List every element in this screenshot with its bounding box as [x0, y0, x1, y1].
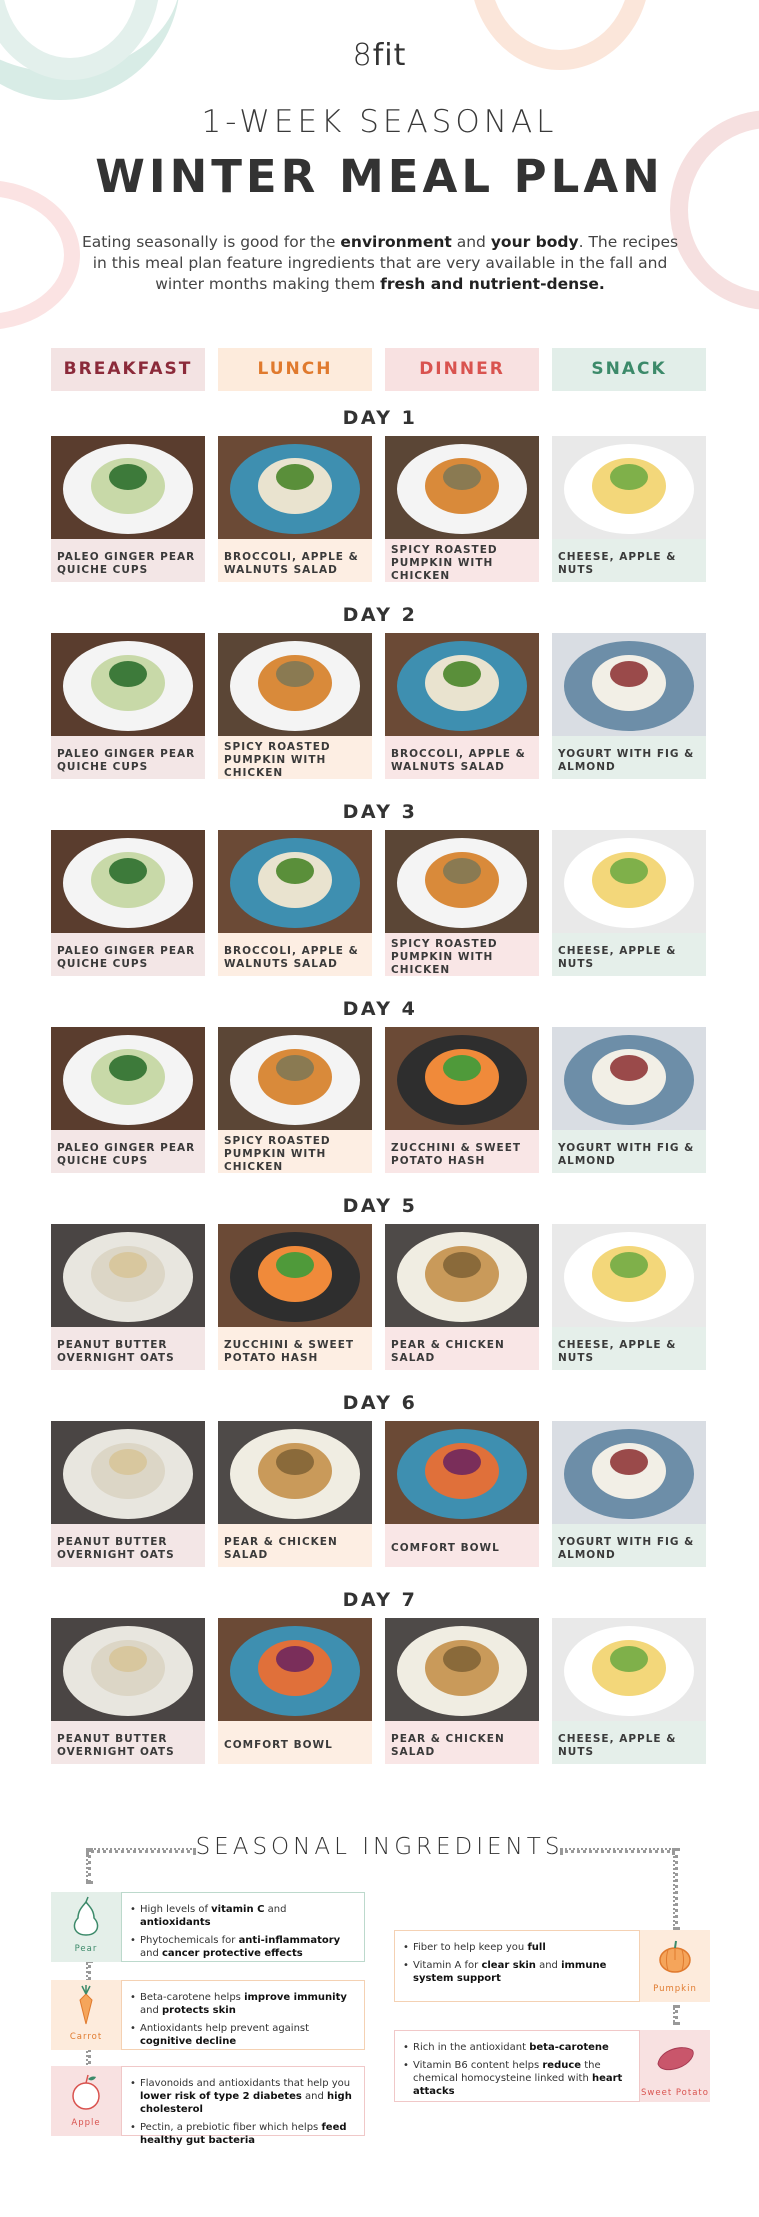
- day-title: DAY 5: [342, 1195, 418, 1217]
- meal-photo: [218, 1618, 372, 1721]
- sweet-potato-label: Sweet Potato: [641, 2088, 709, 2098]
- meal-photo: [552, 1618, 706, 1721]
- apple-icon: [51, 2066, 121, 2116]
- meal-name: BROCCOLI, APPLE & WALNUTS SALAD: [385, 736, 539, 779]
- meal-card[interactable]: [218, 1027, 372, 1173]
- carrot-benefits: [121, 1980, 365, 2050]
- meal-name: PEANUT BUTTER OVERNIGHT OATS: [51, 1721, 205, 1764]
- meal-name: PALEO GINGER PEAR QUICHE CUPS: [51, 1130, 205, 1173]
- meal-card[interactable]: [51, 1224, 205, 1370]
- garnish-shape: [276, 464, 314, 490]
- meal-photo: [385, 1421, 539, 1524]
- meal-photo: [385, 633, 539, 736]
- meal-name: CHEESE, APPLE & NUTS: [552, 933, 706, 976]
- meal-card[interactable]: [218, 633, 372, 779]
- carrot-benefit: • Antioxidants help prevent against cognitive decline: [140, 2022, 354, 2048]
- garnish-shape: [610, 1449, 648, 1475]
- garnish-shape: [610, 464, 648, 490]
- garnish-shape: [109, 858, 147, 884]
- garnish-shape: [276, 1252, 314, 1278]
- garnish-shape: [443, 1055, 481, 1081]
- meal-card[interactable]: [552, 633, 706, 779]
- meal-photo: [552, 1224, 706, 1327]
- garnish-shape: [109, 1252, 147, 1278]
- meal-photo: [51, 830, 205, 933]
- meal-row: [51, 830, 709, 976]
- garnish-shape: [276, 661, 314, 687]
- meal-card[interactable]: [552, 1421, 706, 1567]
- meal-photo: [385, 1618, 539, 1721]
- garnish-shape: [443, 1252, 481, 1278]
- meal-card[interactable]: [552, 436, 706, 582]
- garnish-shape: [109, 1449, 147, 1475]
- meal-name: COMFORT BOWL: [218, 1721, 372, 1764]
- meal-photo: [218, 436, 372, 539]
- intro-bold: fresh and nutrient-dense.: [380, 275, 605, 293]
- header-breakfast: BREAKFAST: [51, 348, 205, 391]
- intro-paragraph: [80, 232, 680, 295]
- meal-photo: [218, 1224, 372, 1327]
- garnish-shape: [443, 858, 481, 884]
- apple-benefit: • Flavonoids and antioxidants that help you lower risk of type 2 diabetes and high cholesterol: [140, 2077, 354, 2116]
- meal-card[interactable]: [218, 830, 372, 976]
- meal-row: [51, 1027, 709, 1173]
- meal-column-headers: [51, 348, 709, 391]
- meal-photo: [552, 1421, 706, 1524]
- meal-photo: [51, 1027, 205, 1130]
- meal-name: PEANUT BUTTER OVERNIGHT OATS: [51, 1327, 205, 1370]
- carrot-icon: [51, 1980, 121, 2030]
- pear-label: Pear: [74, 1944, 98, 1954]
- garnish-shape: [610, 858, 648, 884]
- meal-card[interactable]: [218, 1224, 372, 1370]
- header-dinner: DINNER: [385, 348, 539, 391]
- decorative-ring: [670, 110, 759, 310]
- day-title: DAY 3: [342, 801, 418, 823]
- meal-card[interactable]: [385, 1421, 539, 1567]
- carrot-tile: [51, 1980, 121, 2050]
- title-line-1: 1-WEEK SEASONAL: [201, 104, 558, 140]
- meal-photo: [218, 830, 372, 933]
- carrot-label: Carrot: [69, 2032, 103, 2042]
- meal-card[interactable]: [51, 1618, 205, 1764]
- garnish-shape: [610, 1646, 648, 1672]
- meal-name: PEAR & CHICKEN SALAD: [385, 1721, 539, 1764]
- garnish-shape: [109, 1055, 147, 1081]
- apple-benefits: [121, 2066, 365, 2146]
- meal-photo: [51, 436, 205, 539]
- meal-name: COMFORT BOWL: [385, 1524, 539, 1567]
- meal-name: CHEESE, APPLE & NUTS: [552, 1327, 706, 1370]
- header-lunch: LUNCH: [218, 348, 372, 391]
- meal-row: [51, 633, 709, 779]
- meal-card[interactable]: [385, 1027, 539, 1173]
- meal-row: [51, 436, 709, 582]
- meal-photo: [552, 436, 706, 539]
- meal-photo: [51, 633, 205, 736]
- pear-tile: [51, 1892, 121, 1962]
- sweet-potato-benefit: • Rich in the antioxidant beta-carotene: [413, 2041, 629, 2054]
- meal-photo: [385, 1224, 539, 1327]
- dotted-connector: [673, 2005, 678, 2025]
- day-title: DAY 4: [342, 998, 418, 1020]
- meal-photo: [385, 436, 539, 539]
- sweet-potato-icon: [640, 2030, 710, 2080]
- day-title: DAY 7: [342, 1589, 418, 1611]
- meal-name: SPICY ROASTED PUMPKIN WITH CHICKEN: [218, 736, 372, 779]
- meal-photo: [552, 830, 706, 933]
- day-section: [51, 1586, 709, 1764]
- meal-name: CHEESE, APPLE & NUTS: [552, 1721, 706, 1764]
- apple-label: Apple: [71, 2118, 101, 2128]
- brand-logo: [0, 38, 759, 73]
- intro-text: Eating seasonally is good for the: [81, 233, 341, 251]
- pumpkin-label: Pumpkin: [653, 1984, 697, 1994]
- meal-card[interactable]: [552, 1224, 706, 1370]
- meal-card[interactable]: [385, 633, 539, 779]
- meal-row: [51, 1421, 709, 1567]
- garnish-shape: [610, 661, 648, 687]
- meal-card[interactable]: [51, 1027, 205, 1173]
- meal-name: BROCCOLI, APPLE & WALNUTS SALAD: [218, 539, 372, 582]
- garnish-shape: [276, 1449, 314, 1475]
- meal-name: PALEO GINGER PEAR QUICHE CUPS: [51, 539, 205, 582]
- ingredients-title: SEASONAL INGREDIENTS: [195, 1834, 564, 1860]
- logo-mark: 8: [352, 38, 373, 73]
- garnish-shape: [109, 464, 147, 490]
- meal-photo: [218, 1027, 372, 1130]
- meal-photo: [385, 830, 539, 933]
- meal-name: PALEO GINGER PEAR QUICHE CUPS: [51, 933, 205, 976]
- garnish-shape: [443, 661, 481, 687]
- pear-benefit: • Phytochemicals for anti-inflammatory and cancer protective effects: [140, 1934, 354, 1960]
- page-title: WINTER MEAL PLAN: [95, 150, 664, 203]
- garnish-shape: [109, 1646, 147, 1672]
- pumpkin-benefit: • Vitamin A for clear skin and immune system support: [413, 1959, 629, 1985]
- sweet-potato-benefit: • Vitamin B6 content helps reduce the chemical homocysteine linked with heart attacks: [413, 2059, 629, 2098]
- meal-card[interactable]: [51, 830, 205, 976]
- garnish-shape: [443, 1449, 481, 1475]
- meal-card[interactable]: [51, 633, 205, 779]
- garnish-shape: [610, 1252, 648, 1278]
- meal-name: PEANUT BUTTER OVERNIGHT OATS: [51, 1524, 205, 1567]
- meal-photo: [51, 1618, 205, 1721]
- meal-card[interactable]: [218, 436, 372, 582]
- meal-photo: [552, 1027, 706, 1130]
- meal-card[interactable]: [385, 830, 539, 976]
- meal-name: PEAR & CHICKEN SALAD: [218, 1524, 372, 1567]
- meal-name: YOGURT WITH FIG & ALMOND: [552, 736, 706, 779]
- garnish-shape: [276, 1646, 314, 1672]
- meal-card[interactable]: [51, 436, 205, 582]
- intro-bold: environment: [340, 233, 452, 251]
- dotted-connector: [560, 1848, 675, 1853]
- meal-name: CHEESE, APPLE & NUTS: [552, 539, 706, 582]
- day-section: [51, 601, 709, 779]
- day-title: DAY 6: [342, 1392, 418, 1414]
- meal-photo: [552, 633, 706, 736]
- meal-name: YOGURT WITH FIG & ALMOND: [552, 1524, 706, 1567]
- day-title: DAY 1: [342, 407, 418, 429]
- dotted-connector: [86, 1848, 196, 1853]
- meal-name: PALEO GINGER PEAR QUICHE CUPS: [51, 736, 205, 779]
- header-snack: SNACK: [552, 348, 706, 391]
- garnish-shape: [610, 1055, 648, 1081]
- meal-card[interactable]: [385, 1224, 539, 1370]
- day-section: [51, 1389, 709, 1567]
- meal-name: SPICY ROASTED PUMPKIN WITH CHICKEN: [385, 539, 539, 582]
- sweet-potato-tile: [640, 2030, 710, 2102]
- meal-card[interactable]: [51, 1421, 205, 1567]
- meal-row: [51, 1618, 709, 1764]
- pumpkin-tile: [640, 1930, 710, 2002]
- apple-tile: [51, 2066, 121, 2136]
- day-section: [51, 1192, 709, 1370]
- meal-card[interactable]: [552, 830, 706, 976]
- meal-photo: [218, 1421, 372, 1524]
- meal-name: PEAR & CHICKEN SALAD: [385, 1327, 539, 1370]
- meal-card[interactable]: [552, 1618, 706, 1764]
- meal-card[interactable]: [385, 1618, 539, 1764]
- meal-name: ZUCCHINI & SWEET POTATO HASH: [385, 1130, 539, 1173]
- pumpkin-benefit: • Fiber to help keep you full: [413, 1941, 629, 1954]
- dotted-connector: [673, 1848, 678, 1930]
- pear-icon: [51, 1892, 121, 1942]
- pumpkin-icon: [640, 1930, 710, 1982]
- meal-card[interactable]: [218, 1618, 372, 1764]
- meal-name: SPICY ROASTED PUMPKIN WITH CHICKEN: [385, 933, 539, 976]
- meal-photo: [385, 1027, 539, 1130]
- carrot-benefit: • Beta-carotene helps improve immunity and protects skin: [140, 1991, 354, 2017]
- garnish-shape: [443, 1646, 481, 1672]
- garnish-shape: [276, 858, 314, 884]
- meal-row: [51, 1224, 709, 1370]
- logo-text: fit: [372, 38, 407, 73]
- meal-name: BROCCOLI, APPLE & WALNUTS SALAD: [218, 933, 372, 976]
- day-section: [51, 995, 709, 1173]
- intro-bold: your body: [490, 233, 579, 251]
- pear-benefit: • High levels of vitamin C and antioxidants: [140, 1903, 354, 1929]
- meal-photo: [51, 1421, 205, 1524]
- sweet-potato-benefits: [394, 2030, 640, 2102]
- day-section: [51, 798, 709, 976]
- meal-name: YOGURT WITH FIG & ALMOND: [552, 1130, 706, 1173]
- garnish-shape: [276, 1055, 314, 1081]
- meal-card[interactable]: [218, 1421, 372, 1567]
- garnish-shape: [443, 464, 481, 490]
- apple-benefit: • Pectin, a prebiotic fiber which helps feed healthy gut bacteria: [140, 2121, 354, 2147]
- meal-card[interactable]: [552, 1027, 706, 1173]
- day-title: DAY 2: [342, 604, 418, 626]
- intro-text: . The recipes in this meal plan feature ingredients that are very available in the fall and winter months making them: [92, 233, 679, 293]
- pear-benefits: [121, 1892, 365, 1962]
- meal-card[interactable]: [385, 436, 539, 582]
- pumpkin-benefits: [394, 1930, 640, 2002]
- intro-text: and: [451, 233, 491, 251]
- meal-photo: [51, 1224, 205, 1327]
- dotted-connector: [86, 1848, 91, 1884]
- meal-photo: [218, 633, 372, 736]
- day-section: [51, 404, 709, 582]
- meal-name: SPICY ROASTED PUMPKIN WITH CHICKEN: [218, 1130, 372, 1173]
- meal-name: ZUCCHINI & SWEET POTATO HASH: [218, 1327, 372, 1370]
- garnish-shape: [109, 661, 147, 687]
